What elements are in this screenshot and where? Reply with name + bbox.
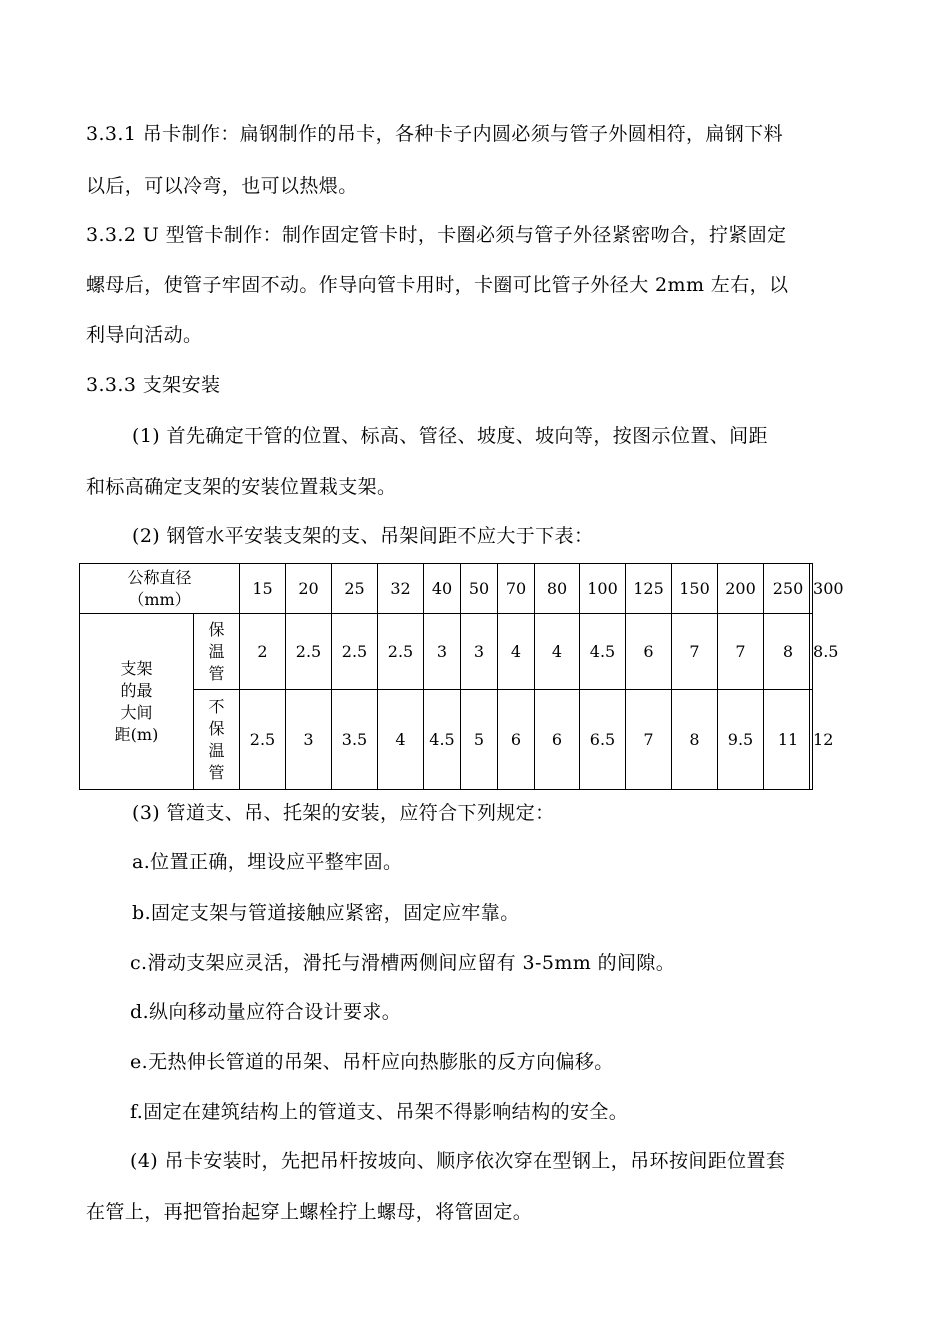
uninsulated-label-char: 保 bbox=[208, 718, 225, 738]
insulated-value: 2.5 bbox=[286, 614, 332, 690]
insulated-label-char: 管 bbox=[208, 663, 225, 683]
uninsulated-value: 4 bbox=[378, 690, 424, 790]
insulated-value: 7 bbox=[672, 614, 718, 690]
diameter-cell: 200 bbox=[718, 564, 764, 614]
uninsulated-pipe-label bbox=[194, 690, 240, 790]
diameter-cell: 250 bbox=[764, 564, 813, 614]
uninsulated-label-char: 管 bbox=[208, 762, 225, 782]
max-spacing-label-line: 距(m) bbox=[114, 724, 159, 744]
insulated-label-char: 保 bbox=[208, 619, 225, 639]
uninsulated-value: 6 bbox=[535, 690, 580, 790]
insulated-value: 6 bbox=[626, 614, 672, 690]
insulated-value: 2.5 bbox=[378, 614, 424, 690]
item-1-line1: (1) 首先确定干管的位置、标高、管径、坡度、坡向等，按图示位置、间距 bbox=[132, 425, 768, 447]
item-3a: a.位置正确，埋设应平整牢固。 bbox=[132, 851, 403, 873]
uninsulated-label-char: 不 bbox=[208, 696, 225, 716]
diameter-cell: 15 bbox=[240, 564, 286, 614]
nominal-diameter-unit: （mm） bbox=[128, 589, 191, 609]
insulated-value: 8 bbox=[764, 614, 813, 690]
max-spacing-label-line: 支架 bbox=[120, 658, 153, 678]
diameter-cell: 40 bbox=[424, 564, 461, 614]
uninsulated-value: 3 bbox=[286, 690, 332, 790]
insulated-value: 4 bbox=[498, 614, 535, 690]
table-right-double-border bbox=[809, 563, 810, 789]
max-spacing-label-line: 大间 bbox=[120, 702, 153, 722]
uninsulated-label-char: 温 bbox=[208, 740, 225, 760]
insulated-value: 7 bbox=[718, 614, 764, 690]
diameter-cell: 125 bbox=[626, 564, 672, 614]
paragraph-3-3-2-line3: 利导向活动。 bbox=[86, 324, 203, 346]
paragraph-3-3-2-line1: 3.3.2 U 型管卡制作：制作固定管卡时，卡圈必须与管子外径紧密吻合，拧紧固定 bbox=[86, 224, 787, 246]
diameter-cell: 150 bbox=[672, 564, 718, 614]
item-4-line1: (4) 吊卡安装时，先把吊杆按坡向、顺序依次穿在型钢上，吊环按间距位置套 bbox=[130, 1150, 786, 1172]
diameter-cell: 50 bbox=[461, 564, 498, 614]
insulated-value: 2.5 bbox=[332, 614, 378, 690]
diameter-cell: 32 bbox=[378, 564, 424, 614]
max-spacing-label-line: 的最 bbox=[120, 680, 153, 700]
insulated-pipe-label bbox=[194, 614, 240, 690]
item-3b: b.固定支架与管道接触应紧密，固定应牢靠。 bbox=[132, 902, 520, 924]
support-spacing-table bbox=[79, 563, 844, 790]
paragraph-3-3-2-line2: 螺母后，使管子牢固不动。作导向管卡用时，卡圈可比管子外径大 2mm 左右，以 bbox=[86, 274, 789, 296]
paragraph-3-3-1-line1: 3.3.1 吊卡制作：扁钢制作的吊卡，各种卡子内圆必须与管子外圆相符，扁钢下料 bbox=[86, 123, 783, 145]
heading-3-3-3: 3.3.3 支架安装 bbox=[86, 374, 221, 396]
diameter-cell: 20 bbox=[286, 564, 332, 614]
uninsulated-row: 不 保 温 管 2.5 3 3.5 4 4.5 5 6 6 6.5 7 8 9.5 11 12 bbox=[80, 690, 813, 790]
uninsulated-value: 4.5 bbox=[424, 690, 461, 790]
diameter-cell: 80 bbox=[535, 564, 580, 614]
insulated-value: 4.5 bbox=[580, 614, 626, 690]
insulated-row: 支架 的最 大间 距(m) 保 温 管 2 2.5 2.5 2.5 3 3 4 4 4.5 6 7 7 8 8.5 bbox=[80, 614, 813, 690]
diameter-cell: 100 bbox=[580, 564, 626, 614]
item-3c: c.滑动支架应灵活，滑托与滑槽两侧间应留有 3-5mm 的间隙。 bbox=[130, 952, 676, 974]
item-2: (2) 钢管水平安装支架的支、吊架间距不应大于下表： bbox=[132, 525, 594, 547]
table-header-row: 公称直径 （mm） 15 20 25 32 40 50 70 80 100 125 150 200 250 300 bbox=[80, 564, 813, 614]
item-3: (3) 管道支、吊、托架的安装，应符合下列规定： bbox=[132, 802, 555, 824]
uninsulated-value: 7 bbox=[626, 690, 672, 790]
uninsulated-value: 11 bbox=[764, 690, 813, 790]
uninsulated-value: 9.5 bbox=[718, 690, 764, 790]
diameter-cell: 25 bbox=[332, 564, 378, 614]
paragraph-3-3-1-line2: 以后，可以冷弯，也可以热煨。 bbox=[86, 175, 358, 197]
insulated-value: 3 bbox=[424, 614, 461, 690]
insulated-label-char: 温 bbox=[208, 641, 225, 661]
uninsulated-value: 5 bbox=[461, 690, 498, 790]
insulated-value: 2 bbox=[240, 614, 286, 690]
uninsulated-value: 6 bbox=[498, 690, 535, 790]
uninsulated-value: 6.5 bbox=[580, 690, 626, 790]
nominal-diameter-label: 公称直径 bbox=[127, 567, 192, 587]
nominal-diameter-header bbox=[80, 564, 240, 614]
item-3f: f.固定在建筑结构上的管道支、吊架不得影响结构的安全。 bbox=[130, 1101, 629, 1123]
uninsulated-value: 2.5 bbox=[240, 690, 286, 790]
max-spacing-label bbox=[80, 614, 194, 790]
insulated-value: 3 bbox=[461, 614, 498, 690]
insulated-value: 4 bbox=[535, 614, 580, 690]
uninsulated-value: 3.5 bbox=[332, 690, 378, 790]
item-1-line2: 和标高确定支架的安装位置栽支架。 bbox=[86, 476, 397, 498]
item-4-line2: 在管上，再把管抬起穿上螺栓拧上螺母，将管固定。 bbox=[86, 1201, 533, 1223]
item-3d: d.纵向移动量应符合设计要求。 bbox=[130, 1001, 402, 1023]
diameter-cell: 70 bbox=[498, 564, 535, 614]
item-3e: e.无热伸长管道的吊架、吊杆应向热膨胀的反方向偏移。 bbox=[130, 1051, 614, 1073]
uninsulated-value: 8 bbox=[672, 690, 718, 790]
